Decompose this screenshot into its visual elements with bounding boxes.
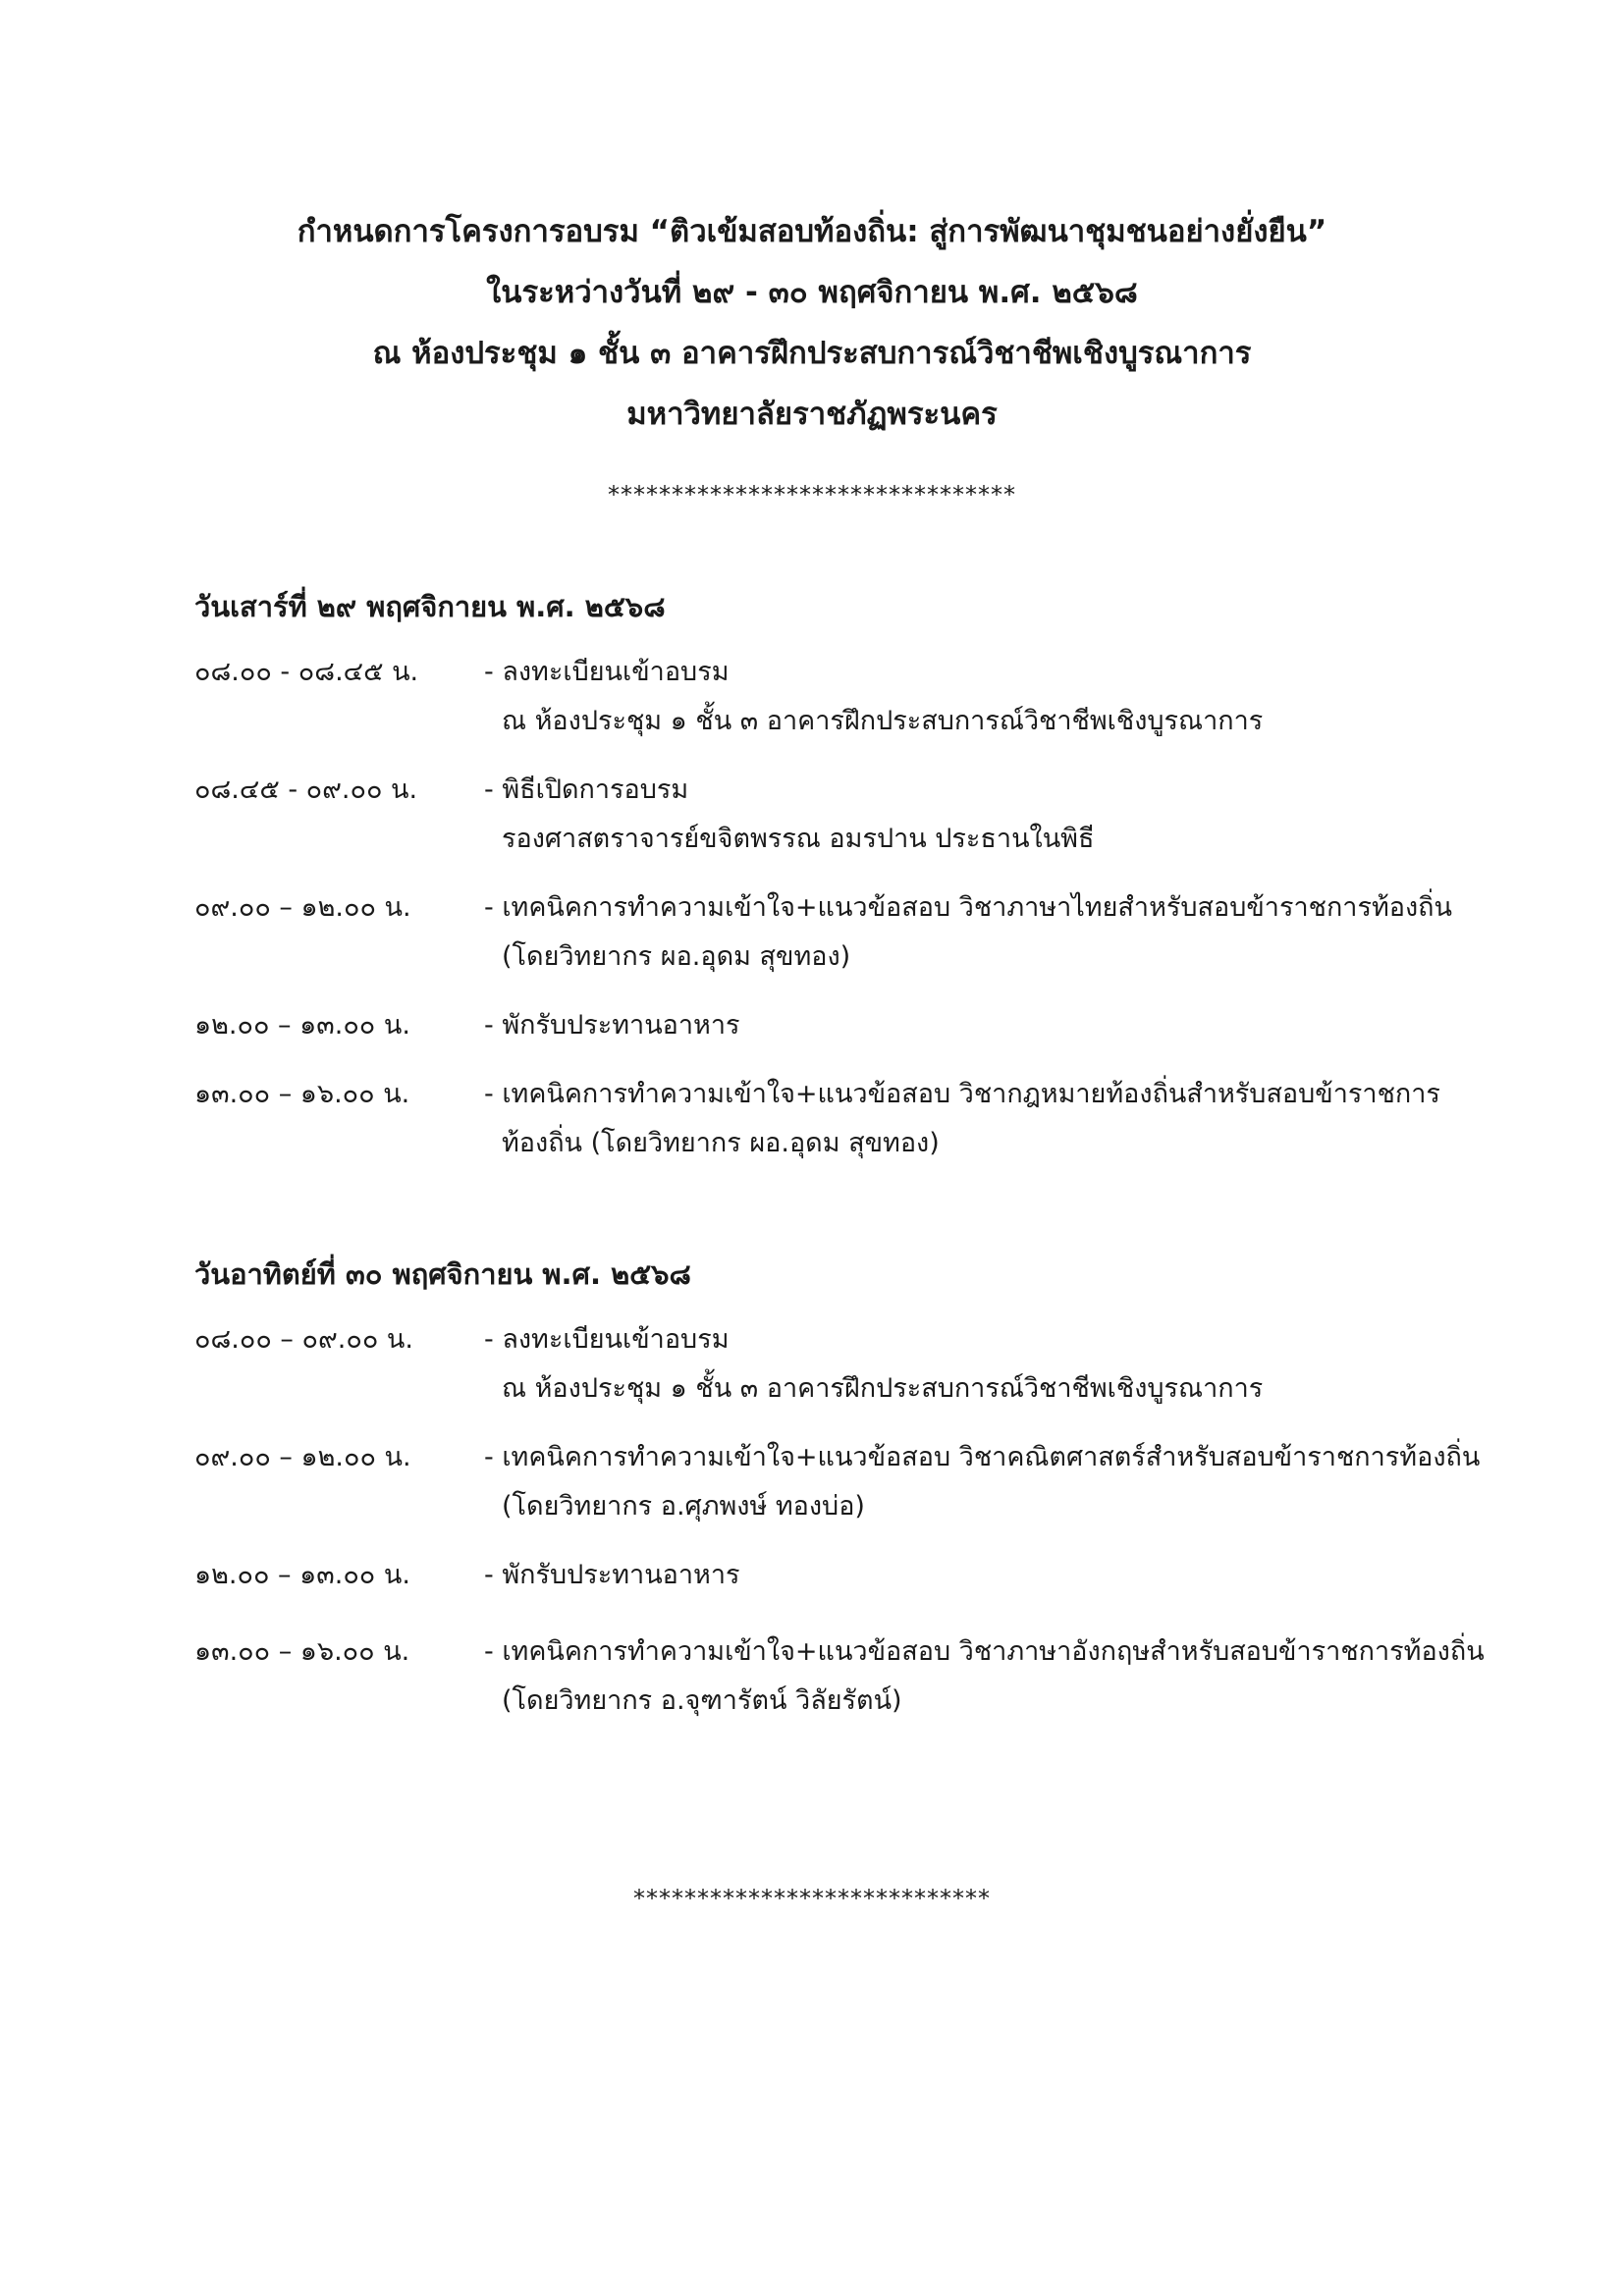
schedule-activity: - พักรับประทานอาหาร — [484, 1010, 740, 1041]
day-title: วันเสาร์ที่ ๒๙ พฤศจิกายน พ.ศ. ๒๕๖๘ — [194, 590, 666, 623]
header-university: มหาวิทยาลัยราชภัฏพระนคร — [626, 397, 998, 432]
schedule-description — [484, 1070, 1510, 1168]
day-title: วันอาทิตย์ที่ ๓๐ พฤศจิกายน พ.ศ. ๒๕๖๘ — [194, 1257, 691, 1291]
schedule-detail: (โดยวิทยากร ผอ.อุดม สุขทอง) — [502, 941, 851, 972]
schedule-description — [484, 883, 1510, 982]
schedule-description — [484, 1315, 1510, 1414]
schedule-description — [484, 1551, 1510, 1600]
header-venue: ณ ห้องประชุม ๑ ชั้น ๓ อาคารฝึกประสบการณ์วิชาชีพเชิงบูรณาการ — [372, 336, 1252, 371]
schedule-activity: - ลงทะเบียนเข้าอบรม — [484, 657, 730, 687]
schedule-description — [484, 1433, 1510, 1531]
schedule-time: ๐๘.๐๐ - ๐๘.๔๕ น. — [194, 657, 419, 687]
schedule-time: ๐๘.๔๕ - ๐๙.๐๐ น. — [194, 774, 418, 805]
schedule-description — [484, 648, 1510, 746]
schedule-activity: - เทคนิคการทำความเข้าใจ+แนวข้อสอบ วิชาคณิตศาสตร์สำหรับสอบข้าราชการท้องถิ่น — [484, 1442, 1481, 1472]
schedule-time: ๐๙.๐๐ – ๑๒.๐๐ น. — [194, 892, 411, 923]
schedule-activity: - พักรับประทานอาหาร — [484, 1560, 740, 1590]
schedule-detail: (โดยวิทยากร อ.จุฑารัตน์ วิลัยรัตน์) — [502, 1685, 902, 1716]
schedule-time: ๐๙.๐๐ – ๑๒.๐๐ น. — [194, 1442, 411, 1472]
schedule-detail: (โดยวิทยากร อ.ศุภพงษ์ ทองบ่อ) — [502, 1491, 865, 1522]
schedule-activity: - ลงทะเบียนเข้าอบรม — [484, 1324, 730, 1355]
schedule-activity: - เทคนิคการทำความเข้าใจ+แนวข้อสอบ วิชาภาษาอังกฤษสำหรับสอบข้าราชการท้องถิ่น — [484, 1636, 1485, 1667]
schedule-row — [194, 1551, 1510, 1600]
schedule-activity: - พิธีเปิดการอบรม — [484, 774, 689, 805]
schedule-time: ๑๒.๐๐ – ๑๓.๐๐ น. — [194, 1560, 410, 1590]
schedule-detail: รองศาสตราจารย์ขจิตพรรณ อมรปาน ประธานในพิธี — [502, 824, 1095, 854]
divider-top: ******************************** — [608, 481, 1016, 508]
schedule-detail: ณ ห้องประชุม ๑ ชั้น ๓ อาคารฝึกประสบการณ์วิชาชีพเชิงบูรณาการ — [502, 706, 1264, 736]
schedule-row — [194, 648, 1510, 746]
schedule-detail: ท้องถิ่น (โดยวิทยากร ผอ.อุดม สุขทอง) — [502, 1128, 940, 1158]
schedule-row — [194, 766, 1510, 864]
document-header — [0, 201, 1624, 445]
schedule-description — [484, 766, 1510, 864]
day-section-1 — [194, 587, 1510, 1188]
schedule-description — [484, 1001, 1510, 1050]
schedule-row — [194, 1001, 1510, 1050]
schedule-row — [194, 1628, 1510, 1726]
schedule-time: ๑๓.๐๐ – ๑๖.๐๐ น. — [194, 1079, 410, 1109]
header-dates: ในระหว่างวันที่ ๒๙ - ๓๐ พฤศจิกายน พ.ศ. ๒๕๖๘ — [486, 275, 1138, 310]
schedule-time: ๐๘.๐๐ – ๐๙.๐๐ น. — [194, 1324, 413, 1355]
schedule-row — [194, 1433, 1510, 1531]
schedule-row — [194, 1070, 1510, 1168]
schedule-activity: - เทคนิคการทำความเข้าใจ+แนวข้อสอบ วิชากฎหมายท้องถิ่นสำหรับสอบข้าราชการ — [484, 1079, 1440, 1109]
schedule-row — [194, 1315, 1510, 1414]
schedule-description — [484, 1628, 1510, 1726]
divider-bottom: **************************** — [633, 1885, 991, 1912]
schedule-row — [194, 883, 1510, 982]
header-title: กำหนดการโครงการอบรม “ติวเข้มสอบท้องถิ่น: สู่การพัฒนาชุมชนอย่างยั่งยืน” — [297, 214, 1327, 249]
schedule-activity: - เทคนิคการทำความเข้าใจ+แนวข้อสอบ วิชาภาษาไทยสำหรับสอบข้าราชการท้องถิ่น — [484, 892, 1452, 923]
schedule-detail: ณ ห้องประชุม ๑ ชั้น ๓ อาคารฝึกประสบการณ์วิชาชีพเชิงบูรณาการ — [502, 1373, 1264, 1404]
schedule-time: ๑๒.๐๐ – ๑๓.๐๐ น. — [194, 1010, 410, 1041]
schedule-time: ๑๓.๐๐ – ๑๖.๐๐ น. — [194, 1636, 410, 1667]
day-section-2 — [194, 1255, 1510, 1745]
